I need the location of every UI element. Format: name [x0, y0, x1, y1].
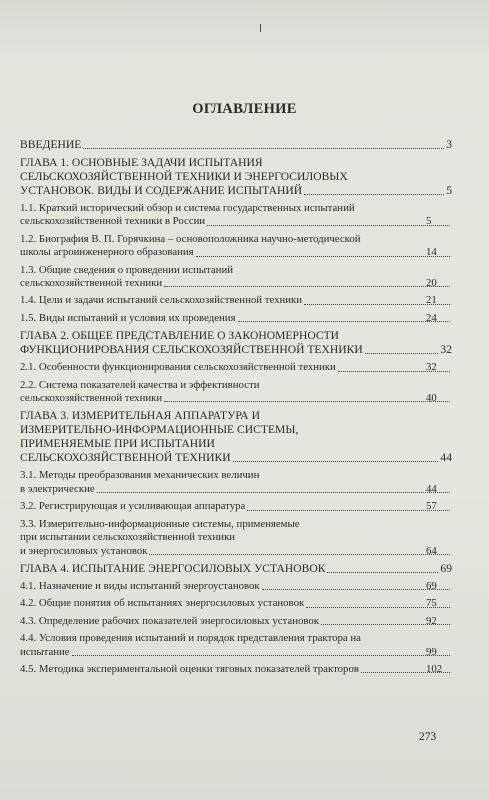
toc-entry-line: ПРИМЕНЯЕМЫЕ ПРИ ИСПЫТАНИИ	[20, 437, 215, 451]
toc-entry-last-line: 1.4. Цели и задачи испытаний сельскохозяйственной техники 21	[46, 294, 452, 307]
toc-section-entry	[20, 294, 452, 307]
toc-entry-text: сельскохозяйственной техники	[20, 392, 163, 405]
dot-leader	[365, 353, 439, 354]
toc-entry-text: испытание	[20, 645, 70, 658]
toc-entry-text: 4.1. Назначение и виды испытаний энергоустановок	[20, 579, 260, 592]
toc-entry-text: УСТАНОВОК. ВИДЫ И СОДЕРЖАНИЕ ИСПЫТАНИЙ	[20, 184, 303, 197]
toc-entry-text: ВВЕДЕНИЕ	[20, 138, 82, 151]
toc-entry-text: и энергосиловых установок	[20, 544, 148, 557]
toc-section-entry	[20, 469, 452, 496]
toc-entry-text: 2.1. Особенности функционирования сельскохозяйственной техники	[20, 361, 336, 374]
toc-entry-line: 3.1. Методы преобразования механических величин	[20, 469, 260, 482]
toc-page-ref: 5	[446, 184, 452, 197]
dot-leader	[327, 572, 438, 573]
dot-leader	[97, 492, 450, 493]
toc-entry-last-line: сельскохозяйственной техники в России 5	[46, 215, 452, 228]
toc-section-entry	[20, 597, 452, 610]
toc-entry-line: 1.2. Биография В. П. Горячкина – основоположника научно-методической	[20, 232, 361, 245]
toc-entry-text: ГЛАВА 4. ИСПЫТАНИЕ ЭНЕРГОСИЛОВЫХ УСТАНОВОК	[20, 561, 326, 575]
toc-entry-text: ФУНКЦИОНИРОВАНИЯ СЕЛЬСКОХОЗЯЙСТВЕННОЙ ТЕХНИКИ	[20, 343, 363, 357]
toc-section-entry	[20, 615, 452, 628]
toc-section-entry	[20, 264, 452, 291]
toc-entry-last-line	[20, 138, 452, 152]
toc-entry-line: 3.3. Измерительно-информационные системы, применяемые	[20, 517, 300, 530]
toc-section-entry	[20, 580, 452, 593]
dot-leader	[238, 321, 450, 322]
toc-entry-text: СЕЛЬСКОХОЗЯЙСТВЕННОЙ ТЕХНИКИ	[20, 451, 231, 465]
page-number: 273	[419, 731, 437, 743]
toc-section-entry	[20, 312, 452, 325]
toc-section-entry	[20, 361, 452, 374]
dot-leader	[233, 461, 439, 462]
toc-entry-line: ГЛАВА 2. ОБЩЕЕ ПРЕДСТАВЛЕНИЕ О ЗАКОНОМЕРНОСТИ	[20, 329, 340, 343]
toc-chapter-entry	[20, 138, 452, 152]
toc-entry-text: сельскохозяйственной техники	[20, 277, 163, 290]
table-of-contents	[20, 134, 452, 676]
toc-entry-last-line: и энергосиловых установок 64	[46, 545, 452, 558]
toc-entry-last-line: 4.1. Назначение и виды испытаний энергоустановок 69	[46, 580, 452, 593]
toc-entry-last-line	[20, 343, 452, 357]
toc-section-entry	[20, 379, 452, 406]
toc-entry-line: ГЛАВА 1. ОСНОВНЫЕ ЗАДАЧИ ИСПЫТАНИЯ	[20, 156, 263, 169]
toc-entry-last-line: школы агроинженерного образования 14	[46, 246, 452, 259]
toc-section-entry	[20, 518, 452, 558]
toc-entry-line: ГЛАВА 3. ИЗМЕРИТЕЛЬНАЯ АППАРАТУРА И	[20, 409, 260, 423]
toc-section-entry	[20, 632, 452, 659]
toc-entry-last-line: 4.3. Определение рабочих показателей энергосиловых установок 92	[46, 615, 452, 628]
dot-leader	[83, 148, 444, 149]
toc-entry-last-line: 2.1. Особенности функционирования сельскохозяйственной техники 32	[46, 361, 452, 374]
toc-section-entry	[20, 663, 452, 676]
toc-entry-text: 4.3. Определение рабочих показателей энергосиловых установок	[20, 614, 320, 627]
toc-page-ref: 32	[440, 343, 452, 357]
toc-chapter-entry	[20, 409, 452, 465]
dot-leader	[207, 225, 450, 226]
dot-leader	[72, 655, 450, 656]
dot-leader	[164, 286, 450, 287]
toc-section-entry	[20, 202, 452, 229]
toc-entry-text: в электрические	[20, 482, 95, 495]
dot-leader	[149, 554, 450, 555]
margin-mark	[260, 24, 261, 32]
toc-entry-last-line	[20, 184, 452, 198]
toc-entry-line: 4.4. Условия проведения испытаний и порядок представления трактора на	[20, 632, 361, 645]
toc-entry-last-line: испытание 99	[46, 646, 452, 659]
toc-entry-text: школы агроинженерного образования	[20, 246, 194, 259]
toc-entry-line: при испытании сельскохозяйственной техники	[20, 531, 236, 544]
toc-entry-last-line	[20, 562, 452, 576]
toc-entry-last-line: в электрические 44	[46, 483, 452, 496]
toc-entry-text: 1.4. Цели и задачи испытаний сельскохозяйственной техники	[20, 294, 303, 307]
dot-leader	[196, 256, 450, 257]
toc-entry-last-line: 1.5. Виды испытаний и условия их проведения 24	[46, 312, 452, 325]
toc-entry-text: сельскохозяйственной техники в России	[20, 215, 206, 228]
toc-title: ОГЛАВЛЕНИЕ	[192, 101, 297, 117]
toc-entry-text: 4.2. Общие понятия об испытаниях энергосиловых установок	[20, 597, 305, 610]
dot-leader	[164, 401, 450, 402]
toc-page-ref: 69	[440, 561, 452, 575]
toc-chapter-entry	[20, 156, 452, 198]
toc-entry-line: 1.1. Краткий исторический обзор и система государственных испытаний	[20, 202, 355, 214]
toc-page-ref: 44	[440, 451, 452, 465]
toc-entry-text: 3.2. Регистрирующая и усиливающая аппаратура	[20, 500, 246, 513]
toc-entry-line: СЕЛЬСКОХОЗЯЙСТВЕННОЙ ТЕХНИКИ И ЭНЕРГОСИЛОВЫХ	[20, 170, 348, 183]
toc-chapter-entry	[20, 562, 452, 576]
toc-entry-line: ИЗМЕРИТЕЛЬНО-ИНФОРМАЦИОННЫЕ СИСТЕМЫ,	[20, 423, 299, 437]
toc-entry-last-line: сельскохозяйственной техники 40	[46, 392, 452, 405]
toc-chapter-entry	[20, 329, 452, 357]
toc-entry-last-line	[20, 451, 452, 465]
toc-entry-text: 4.5. Методика экспериментальной оценки тяговых показателей тракторов	[20, 662, 359, 675]
dot-leader	[247, 510, 450, 511]
toc-entry-last-line: сельскохозяйственной техники 20	[46, 277, 452, 290]
toc-entry-line: 1.3. Общие сведения о проведении испытаний	[20, 263, 234, 276]
toc-page-ref: 3	[446, 138, 452, 151]
toc-section-entry	[20, 233, 452, 260]
toc-entry-last-line: 4.5. Методика экспериментальной оценки тяговых показателей тракторов 102	[46, 663, 452, 676]
toc-entry-last-line: 4.2. Общие понятия об испытаниях энергосиловых установок 75	[46, 597, 452, 610]
toc-entry-line: 2.2. Система показателей качества и эффективности	[20, 378, 260, 391]
toc-entry-last-line: 3.2. Регистрирующая и усиливающая аппаратура 57	[46, 500, 452, 513]
dot-leader	[304, 194, 444, 195]
toc-entry-text: 1.5. Виды испытаний и условия их проведения	[20, 311, 236, 324]
dot-leader	[262, 589, 450, 590]
toc-section-entry	[20, 500, 452, 513]
